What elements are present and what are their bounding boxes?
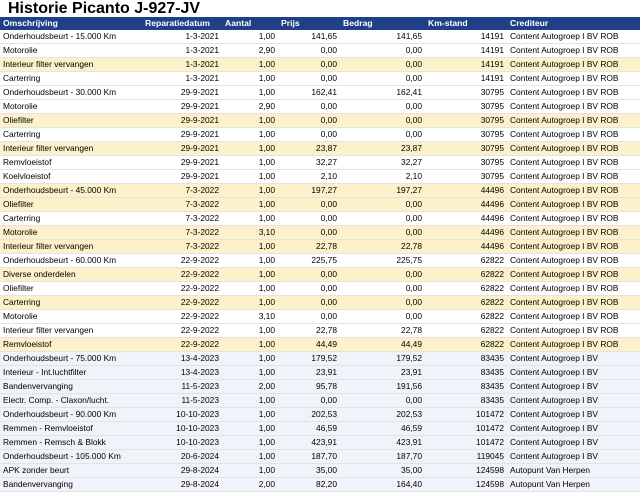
cell-reparatiedatum: 1-3-2021	[142, 44, 222, 58]
header-reparatiedatum: Reparatiedatum	[142, 17, 222, 30]
cell-km-stand: 101472	[425, 408, 507, 422]
cell-omschrijving: APK zonder beurt	[0, 464, 142, 478]
cell-aantal: 1,00	[222, 142, 278, 156]
cell-aantal: 1,00	[222, 156, 278, 170]
cell-prijs: 0,00	[278, 296, 340, 310]
cell-aantal: 1,00	[222, 114, 278, 128]
cell-km-stand: 62822	[425, 268, 507, 282]
cell-omschrijving: Diverse onderdelen	[0, 268, 142, 282]
table-row	[0, 296, 640, 310]
cell-crediteur: Content Autogroep I BV ROB	[507, 296, 640, 310]
cell-aantal: 1,00	[222, 198, 278, 212]
table-row	[0, 44, 640, 58]
cell-omschrijving: Carterring	[0, 72, 142, 86]
cell-reparatiedatum: 22-9-2022	[142, 282, 222, 296]
cell-bedrag: 0,00	[340, 100, 425, 114]
cell-aantal: 2,90	[222, 44, 278, 58]
cell-km-stand: 30795	[425, 142, 507, 156]
cell-crediteur: Content Autogroep I BV ROB	[507, 324, 640, 338]
table-row	[0, 212, 640, 226]
cell-bedrag: 22,78	[340, 324, 425, 338]
cell-crediteur: Content Autogroep I BV ROB	[507, 30, 640, 44]
cell-prijs: 197,27	[278, 184, 340, 198]
cell-bedrag: 141,65	[340, 30, 425, 44]
cell-omschrijving: Motorolie	[0, 100, 142, 114]
cell-omschrijving: Onderhoudsbeurt - 60.000 Km	[0, 254, 142, 268]
cell-prijs: 82,20	[278, 478, 340, 492]
cell-reparatiedatum: 29-9-2021	[142, 156, 222, 170]
table-row	[0, 464, 640, 478]
table-row	[0, 324, 640, 338]
cell-aantal: 1,00	[222, 296, 278, 310]
table-row	[0, 198, 640, 212]
cell-bedrag: 0,00	[340, 114, 425, 128]
cell-km-stand: 30795	[425, 86, 507, 100]
cell-bedrag: 0,00	[340, 212, 425, 226]
cell-aantal: 2,00	[222, 478, 278, 492]
cell-omschrijving: Carterring	[0, 212, 142, 226]
table-row	[0, 380, 640, 394]
cell-omschrijving: Remvloeistof	[0, 156, 142, 170]
cell-km-stand: 101472	[425, 422, 507, 436]
table-row	[0, 310, 640, 324]
cell-bedrag: 0,00	[340, 268, 425, 282]
cell-prijs: 0,00	[278, 44, 340, 58]
cell-prijs: 0,00	[278, 226, 340, 240]
cell-crediteur: Content Autogroep I BV ROB	[507, 282, 640, 296]
cell-bedrag: 0,00	[340, 394, 425, 408]
cell-bedrag: 0,00	[340, 226, 425, 240]
history-table	[0, 17, 640, 492]
cell-crediteur: Content Autogroep I BV ROB	[507, 44, 640, 58]
cell-reparatiedatum: 7-3-2022	[142, 226, 222, 240]
cell-km-stand: 30795	[425, 128, 507, 142]
cell-prijs: 22,78	[278, 240, 340, 254]
cell-aantal: 1,00	[222, 86, 278, 100]
cell-km-stand: 44496	[425, 226, 507, 240]
header-crediteur: Crediteur	[507, 17, 640, 30]
cell-prijs: 95,78	[278, 380, 340, 394]
cell-bedrag: 0,00	[340, 44, 425, 58]
cell-km-stand: 30795	[425, 100, 507, 114]
cell-reparatiedatum: 29-9-2021	[142, 170, 222, 184]
cell-km-stand: 62822	[425, 338, 507, 352]
cell-crediteur: Content Autogroep I BV ROB	[507, 268, 640, 282]
cell-crediteur: Content Autogroep I BV ROB	[507, 142, 640, 156]
cell-bedrag: 0,00	[340, 296, 425, 310]
cell-prijs: 187,70	[278, 450, 340, 464]
cell-km-stand: 83435	[425, 352, 507, 366]
table-row	[0, 170, 640, 184]
cell-km-stand: 14191	[425, 72, 507, 86]
cell-bedrag: 0,00	[340, 282, 425, 296]
cell-bedrag: 23,91	[340, 366, 425, 380]
cell-crediteur: Content Autogroep I BV	[507, 422, 640, 436]
table-row	[0, 436, 640, 450]
cell-aantal: 1,00	[222, 58, 278, 72]
cell-reparatiedatum: 22-9-2022	[142, 324, 222, 338]
cell-crediteur: Autopunt Van Herpen	[507, 478, 640, 492]
cell-crediteur: Content Autogroep I BV	[507, 436, 640, 450]
header-km-stand: Km-stand	[425, 17, 507, 30]
cell-aantal: 2,90	[222, 100, 278, 114]
cell-reparatiedatum: 1-3-2021	[142, 72, 222, 86]
cell-omschrijving: Oliefilter	[0, 198, 142, 212]
cell-km-stand: 30795	[425, 170, 507, 184]
cell-crediteur: Content Autogroep I BV	[507, 408, 640, 422]
cell-km-stand: 62822	[425, 310, 507, 324]
cell-crediteur: Content Autogroep I BV ROB	[507, 212, 640, 226]
cell-crediteur: Content Autogroep I BV ROB	[507, 184, 640, 198]
cell-omschrijving: Bandenvervanging	[0, 478, 142, 492]
cell-bedrag: 162,41	[340, 86, 425, 100]
cell-reparatiedatum: 11-5-2023	[142, 394, 222, 408]
cell-crediteur: Content Autogroep I BV	[507, 352, 640, 366]
cell-bedrag: 179,52	[340, 352, 425, 366]
cell-reparatiedatum: 1-3-2021	[142, 30, 222, 44]
cell-aantal: 2,00	[222, 380, 278, 394]
cell-crediteur: Content Autogroep I BV ROB	[507, 100, 640, 114]
cell-reparatiedatum: 13-4-2023	[142, 366, 222, 380]
cell-prijs: 0,00	[278, 58, 340, 72]
cell-reparatiedatum: 22-9-2022	[142, 296, 222, 310]
cell-omschrijving: Onderhoudsbeurt - 15.000 Km	[0, 30, 142, 44]
cell-bedrag: 202,53	[340, 408, 425, 422]
cell-bedrag: 44,49	[340, 338, 425, 352]
cell-aantal: 3,10	[222, 310, 278, 324]
table-row	[0, 100, 640, 114]
cell-prijs: 35,00	[278, 464, 340, 478]
cell-aantal: 1,00	[222, 30, 278, 44]
cell-crediteur: Content Autogroep I BV ROB	[507, 254, 640, 268]
cell-crediteur: Content Autogroep I BV ROB	[507, 310, 640, 324]
cell-aantal: 1,00	[222, 212, 278, 226]
cell-prijs: 23,87	[278, 142, 340, 156]
cell-omschrijving: Onderhoudsbeurt - 30.000 Km	[0, 86, 142, 100]
cell-prijs: 32,27	[278, 156, 340, 170]
cell-crediteur: Autopunt Van Herpen	[507, 464, 640, 478]
cell-reparatiedatum: 7-3-2022	[142, 212, 222, 226]
cell-crediteur: Content Autogroep I BV	[507, 450, 640, 464]
cell-omschrijving: Onderhoudsbeurt - 75.000 Km	[0, 352, 142, 366]
cell-bedrag: 225,75	[340, 254, 425, 268]
cell-reparatiedatum: 20-6-2024	[142, 450, 222, 464]
cell-km-stand: 101472	[425, 436, 507, 450]
cell-aantal: 1,00	[222, 240, 278, 254]
cell-crediteur: Content Autogroep I BV ROB	[507, 156, 640, 170]
cell-reparatiedatum: 7-3-2022	[142, 198, 222, 212]
cell-reparatiedatum: 7-3-2022	[142, 240, 222, 254]
cell-bedrag: 0,00	[340, 198, 425, 212]
cell-aantal: 1,00	[222, 254, 278, 268]
cell-km-stand: 62822	[425, 282, 507, 296]
cell-km-stand: 44496	[425, 198, 507, 212]
cell-prijs: 225,75	[278, 254, 340, 268]
cell-aantal: 1,00	[222, 450, 278, 464]
table-row	[0, 128, 640, 142]
cell-prijs: 2,10	[278, 170, 340, 184]
table-row	[0, 422, 640, 436]
cell-omschrijving: Interieur - Int.luchtfilter	[0, 366, 142, 380]
header-omschrijving: Omschrijving	[0, 17, 142, 30]
cell-prijs: 179,52	[278, 352, 340, 366]
cell-crediteur: Content Autogroep I BV ROB	[507, 72, 640, 86]
cell-bedrag: 22,78	[340, 240, 425, 254]
cell-crediteur: Content Autogroep I BV	[507, 380, 640, 394]
cell-bedrag: 32,27	[340, 156, 425, 170]
cell-crediteur: Content Autogroep I BV ROB	[507, 226, 640, 240]
cell-prijs: 141,65	[278, 30, 340, 44]
cell-bedrag: 164,40	[340, 478, 425, 492]
page-title: Historie Picanto J-927-JV	[8, 0, 201, 17]
cell-bedrag: 0,00	[340, 128, 425, 142]
header-row	[0, 17, 640, 30]
cell-km-stand: 83435	[425, 380, 507, 394]
table-row	[0, 184, 640, 198]
cell-aantal: 1,00	[222, 268, 278, 282]
cell-reparatiedatum: 1-3-2021	[142, 58, 222, 72]
cell-km-stand: 62822	[425, 254, 507, 268]
cell-reparatiedatum: 10-10-2023	[142, 436, 222, 450]
header-prijs: Prijs	[278, 17, 340, 30]
cell-km-stand: 14191	[425, 58, 507, 72]
cell-km-stand: 83435	[425, 394, 507, 408]
table-row	[0, 478, 640, 492]
table-row	[0, 58, 640, 72]
cell-prijs: 44,49	[278, 338, 340, 352]
table-row	[0, 366, 640, 380]
cell-prijs: 0,00	[278, 198, 340, 212]
cell-km-stand: 62822	[425, 296, 507, 310]
table-row	[0, 142, 640, 156]
cell-km-stand: 44496	[425, 240, 507, 254]
cell-km-stand: 44496	[425, 184, 507, 198]
cell-prijs: 0,00	[278, 114, 340, 128]
cell-aantal: 1,00	[222, 184, 278, 198]
cell-km-stand: 30795	[425, 114, 507, 128]
header-bedrag: Bedrag	[340, 17, 425, 30]
cell-omschrijving: Onderhoudsbeurt - 105.000 Km	[0, 450, 142, 464]
table-row	[0, 226, 640, 240]
cell-omschrijving: Onderhoudsbeurt - 45.000 Km	[0, 184, 142, 198]
cell-aantal: 1,00	[222, 436, 278, 450]
table-row	[0, 338, 640, 352]
cell-omschrijving: Electr. Comp. - Claxon/lucht.	[0, 394, 142, 408]
cell-prijs: 0,00	[278, 268, 340, 282]
cell-reparatiedatum: 29-8-2024	[142, 478, 222, 492]
cell-omschrijving: Carterring	[0, 128, 142, 142]
cell-bedrag: 23,87	[340, 142, 425, 156]
cell-reparatiedatum: 29-9-2021	[142, 100, 222, 114]
cell-omschrijving: Interieur filter vervangen	[0, 240, 142, 254]
cell-bedrag: 423,91	[340, 436, 425, 450]
cell-reparatiedatum: 29-9-2021	[142, 128, 222, 142]
cell-bedrag: 191,56	[340, 380, 425, 394]
cell-bedrag: 35,00	[340, 464, 425, 478]
cell-prijs: 0,00	[278, 282, 340, 296]
cell-aantal: 1,00	[222, 394, 278, 408]
cell-km-stand: 44496	[425, 212, 507, 226]
cell-km-stand: 124598	[425, 464, 507, 478]
cell-reparatiedatum: 11-5-2023	[142, 380, 222, 394]
table-row	[0, 394, 640, 408]
cell-bedrag: 2,10	[340, 170, 425, 184]
table-row	[0, 254, 640, 268]
cell-aantal: 3,10	[222, 226, 278, 240]
cell-prijs: 423,91	[278, 436, 340, 450]
cell-crediteur: Content Autogroep I BV ROB	[507, 86, 640, 100]
cell-prijs: 46,59	[278, 422, 340, 436]
cell-bedrag: 197,27	[340, 184, 425, 198]
table-row	[0, 72, 640, 86]
cell-omschrijving: Interieur filter vervangen	[0, 324, 142, 338]
cell-reparatiedatum: 29-9-2021	[142, 86, 222, 100]
table-row	[0, 240, 640, 254]
cell-reparatiedatum: 29-8-2024	[142, 464, 222, 478]
cell-prijs: 0,00	[278, 100, 340, 114]
cell-omschrijving: Remmen - Remvloeistof	[0, 422, 142, 436]
cell-bedrag: 0,00	[340, 310, 425, 324]
cell-reparatiedatum: 22-9-2022	[142, 310, 222, 324]
cell-km-stand: 124598	[425, 478, 507, 492]
cell-km-stand: 62822	[425, 324, 507, 338]
cell-prijs: 202,53	[278, 408, 340, 422]
table-row	[0, 86, 640, 100]
table-row	[0, 30, 640, 44]
cell-km-stand: 119045	[425, 450, 507, 464]
cell-reparatiedatum: 29-9-2021	[142, 142, 222, 156]
cell-aantal: 1,00	[222, 128, 278, 142]
cell-bedrag: 0,00	[340, 72, 425, 86]
cell-reparatiedatum: 22-9-2022	[142, 254, 222, 268]
cell-omschrijving: Interieur filter vervangen	[0, 142, 142, 156]
cell-omschrijving: Remmen - Remsch & Blokk	[0, 436, 142, 450]
cell-omschrijving: Carterring	[0, 296, 142, 310]
table-row	[0, 282, 640, 296]
cell-aantal: 1,00	[222, 324, 278, 338]
cell-km-stand: 30795	[425, 156, 507, 170]
cell-bedrag: 187,70	[340, 450, 425, 464]
table-row	[0, 156, 640, 170]
cell-reparatiedatum: 7-3-2022	[142, 184, 222, 198]
cell-km-stand: 83435	[425, 366, 507, 380]
cell-reparatiedatum: 10-10-2023	[142, 422, 222, 436]
cell-omschrijving: Interieur filter vervangen	[0, 58, 142, 72]
table-row	[0, 352, 640, 366]
cell-crediteur: Content Autogroep I BV ROB	[507, 170, 640, 184]
cell-omschrijving: Motorolie	[0, 44, 142, 58]
cell-omschrijving: Onderhoudsbeurt - 90.000 Km	[0, 408, 142, 422]
cell-aantal: 1,00	[222, 422, 278, 436]
cell-crediteur: Content Autogroep I BV ROB	[507, 198, 640, 212]
cell-aantal: 1,00	[222, 464, 278, 478]
cell-reparatiedatum: 13-4-2023	[142, 352, 222, 366]
cell-omschrijving: Bandenvervanging	[0, 380, 142, 394]
cell-reparatiedatum: 10-10-2023	[142, 408, 222, 422]
cell-aantal: 1,00	[222, 366, 278, 380]
cell-prijs: 0,00	[278, 128, 340, 142]
cell-prijs: 162,41	[278, 86, 340, 100]
table-row	[0, 268, 640, 282]
cell-crediteur: Content Autogroep I BV ROB	[507, 338, 640, 352]
cell-aantal: 1,00	[222, 170, 278, 184]
cell-bedrag: 0,00	[340, 58, 425, 72]
cell-aantal: 1,00	[222, 282, 278, 296]
cell-crediteur: Content Autogroep I BV ROB	[507, 114, 640, 128]
cell-omschrijving: Motorolie	[0, 310, 142, 324]
cell-bedrag: 46,59	[340, 422, 425, 436]
cell-omschrijving: Oliefilter	[0, 282, 142, 296]
cell-aantal: 1,00	[222, 408, 278, 422]
cell-prijs: 0,00	[278, 310, 340, 324]
cell-omschrijving: Koelvloeistof	[0, 170, 142, 184]
cell-km-stand: 14191	[425, 30, 507, 44]
cell-prijs: 0,00	[278, 394, 340, 408]
cell-aantal: 1,00	[222, 352, 278, 366]
cell-prijs: 0,00	[278, 72, 340, 86]
cell-omschrijving: Motorolie	[0, 226, 142, 240]
cell-omschrijving: Remvloeistof	[0, 338, 142, 352]
cell-aantal: 1,00	[222, 338, 278, 352]
table-row	[0, 408, 640, 422]
cell-reparatiedatum: 22-9-2022	[142, 268, 222, 282]
cell-crediteur: Content Autogroep I BV ROB	[507, 240, 640, 254]
cell-prijs: 22,78	[278, 324, 340, 338]
cell-reparatiedatum: 29-9-2021	[142, 114, 222, 128]
cell-crediteur: Content Autogroep I BV	[507, 366, 640, 380]
cell-reparatiedatum: 22-9-2022	[142, 338, 222, 352]
cell-omschrijving: Oliefilter	[0, 114, 142, 128]
table-row	[0, 450, 640, 464]
header-aantal: Aantal	[222, 17, 278, 30]
cell-prijs: 23,91	[278, 366, 340, 380]
cell-km-stand: 14191	[425, 44, 507, 58]
cell-prijs: 0,00	[278, 212, 340, 226]
table-row	[0, 114, 640, 128]
cell-aantal: 1,00	[222, 72, 278, 86]
cell-crediteur: Content Autogroep I BV ROB	[507, 58, 640, 72]
cell-crediteur: Content Autogroep I BV	[507, 394, 640, 408]
cell-crediteur: Content Autogroep I BV ROB	[507, 128, 640, 142]
